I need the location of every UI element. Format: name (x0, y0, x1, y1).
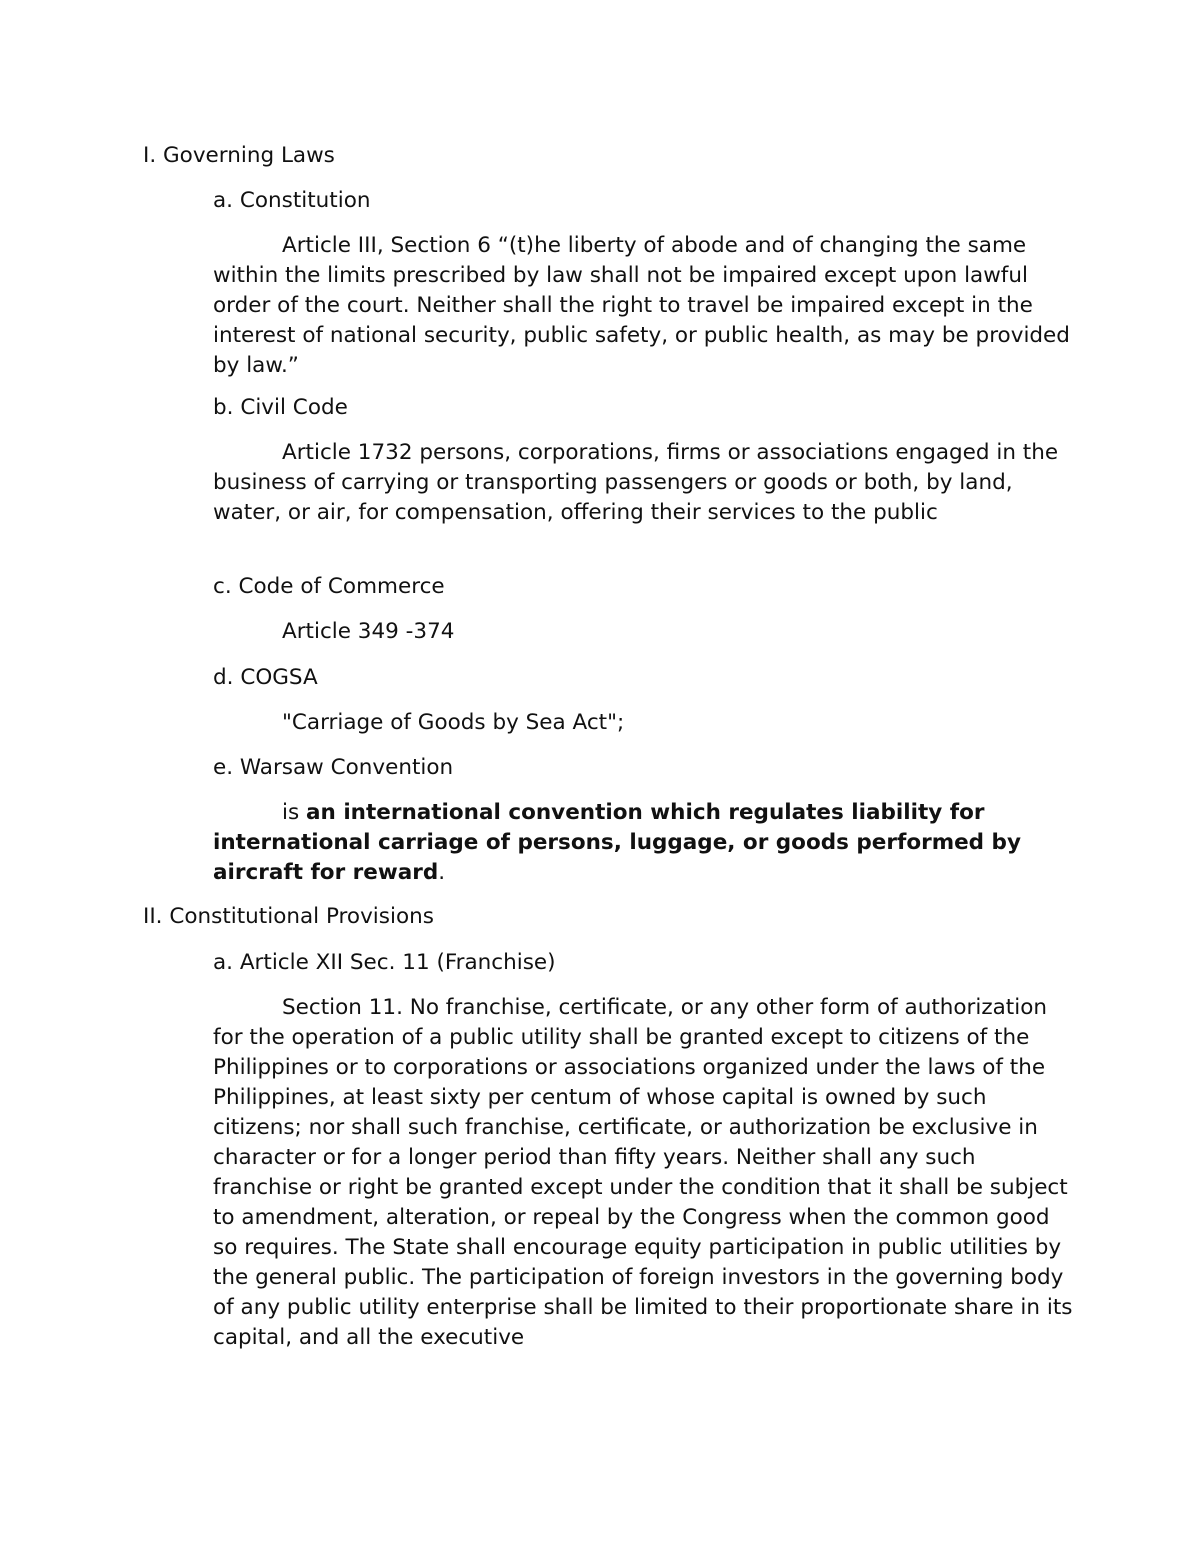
item-label-constitution: a. Constitution (213, 188, 371, 213)
item-label-warsaw-convention: e. Warsaw Convention (213, 755, 454, 780)
item-text-warsaw-convention (213, 798, 1073, 888)
item-label-cogsa: d. COGSA (213, 665, 318, 690)
section-heading-constitutional-provisions: II. Constitutional Provisions (143, 904, 434, 929)
item-text-constitution: Article III, Section 6 “(t)he liberty of abode and of changing the same within the limits prescribed by law shall not be impaired except upon lawful order of the court. Neither shall the right to travel be impaired except in the interest of national security, public safety, or public health, as may be provided by law.” (213, 233, 1070, 378)
warsaw-text-bold: an international convention which regulates liability for international carriage of persons, luggage, or goods performed by aircraft for reward (213, 800, 1021, 885)
warsaw-text-prefix: is (282, 800, 307, 825)
item-text-article-xii-sec-11: Section 11. No franchise, certificate, or any other form of authorization for the operation of a public utility shall be granted except to citizens of the Philippines or to corporations or associations organized under the laws of the Philippines, at least sixty per centum of whose capital is owned by such citizens; nor shall such franchise, certificate, or authorization be exclusive in character or for a longer period than fifty years. Neither shall any such franchise or right be granted except under the condition that it shall be subject to amendment, alteration, or repeal by the Congress when the common good so requires. The State shall encourage equity participation in public utilities by the general public. The participation of foreign investors in the governing body of any public utility enterprise shall be limited to their proportionate share in its capital, and all the executive (213, 995, 1073, 1350)
warsaw-text-suffix: . (438, 860, 446, 885)
item-label-code-of-commerce: c. Code of Commerce (213, 574, 445, 599)
item-text-civil-code: Article 1732 persons, corporations, firms or associations engaged in the business of carrying or transporting passengers or goods or both, by land, water, or air, for compensation, offering their services to the public (213, 440, 1059, 525)
item-text-cogsa: "Carriage of Goods by Sea Act"; (282, 710, 625, 735)
section-heading-governing-laws: I. Governing Laws (143, 143, 335, 168)
item-label-civil-code: b. Civil Code (213, 395, 348, 420)
item-label-article-xii-sec-11: a. Article XII Sec. 11 (Franchise) (213, 950, 556, 975)
item-text-code-of-commerce: Article 349 -374 (282, 619, 455, 644)
